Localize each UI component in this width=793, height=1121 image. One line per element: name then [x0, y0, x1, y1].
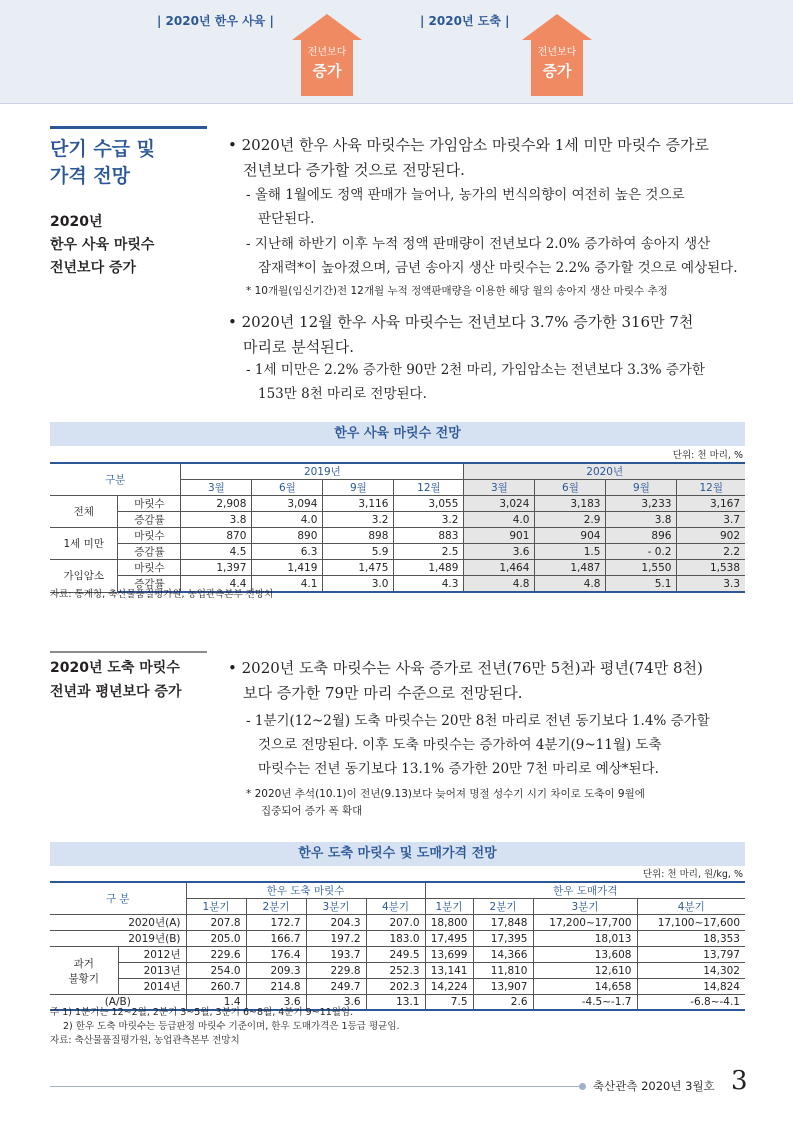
table-header-month: 3월	[181, 480, 252, 496]
table-row	[50, 528, 745, 544]
table-cell: 176.4	[246, 947, 306, 963]
row-label: 2020년(A)	[50, 915, 186, 931]
row-label: 2019년(B)	[50, 931, 186, 947]
table-cell: 13.1	[366, 995, 425, 1010]
table-cell: 252.3	[366, 963, 425, 979]
table-header-quarter: 4분기	[637, 899, 745, 915]
table-header-year: 2019년	[181, 463, 464, 480]
table-cell: 1,397	[181, 560, 252, 576]
table-cell: 207.8	[186, 915, 246, 931]
row-group-label-line: 불황기	[68, 972, 99, 985]
table-cell: 1,538	[677, 560, 745, 576]
bullet-text: 전년보다 증가할 것으로 전망된다.	[243, 161, 465, 179]
section-rule	[50, 651, 207, 653]
table-cell: 209.3	[246, 963, 306, 979]
dash-text: 것으로 전망된다. 이후 도축 마릿수는 증가하여 4분기(9~11월) 도축	[258, 737, 662, 753]
table-cell: 3.3	[677, 576, 745, 593]
bullet-text: 보다 증가한 79만 마리 수준으로 전망된다.	[243, 684, 523, 702]
publication-name: 축산관측 2020년 3월호	[593, 1079, 715, 1093]
table-cell: 896	[606, 528, 677, 544]
side-heading: 한우 사육 마릿수	[50, 237, 155, 253]
table-cell: 229.8	[306, 963, 366, 979]
table-cell: 1,487	[535, 560, 606, 576]
table-cell: 902	[677, 528, 745, 544]
table-cell: 1,489	[394, 560, 464, 576]
table-unit: 단위: 천 마리, %	[672, 450, 743, 461]
arrow-caption: 전년보다	[307, 47, 347, 58]
table-header-quarter: 2분기	[246, 899, 306, 915]
table-header-quarter: 4분기	[366, 899, 425, 915]
table-cell: 1,464	[464, 560, 535, 576]
table-header-month: 9월	[606, 480, 677, 496]
table-unit: 단위: 천 마리, 원/kg, %	[642, 869, 743, 880]
table-cell: 3.2	[323, 512, 394, 528]
side-heading: 2020년 도축 마릿수	[50, 660, 180, 676]
arrow-caption: 전년보다	[537, 47, 577, 58]
dash-text: - 올해 1월에도 정액 판매가 늘어나, 농가의 번식의향이 여전히 높은 것으로	[246, 187, 685, 203]
table-cell: 6.3	[252, 544, 323, 560]
table-row	[50, 560, 745, 576]
table-cell: 3,167	[677, 496, 745, 512]
table-row	[50, 931, 745, 947]
row-item-label: 마릿수	[118, 496, 181, 512]
table-cell: 3,094	[252, 496, 323, 512]
table-header-quarter: 3분기	[533, 899, 637, 915]
table-cell: 172.7	[246, 915, 306, 931]
table-cell: 17,495	[425, 931, 473, 947]
table-cell: 3,233	[606, 496, 677, 512]
row-item-label: 증감률	[118, 512, 181, 528]
arrow-value: 증가	[542, 62, 572, 80]
table-cell: -4.5~-1.7	[533, 995, 637, 1010]
bullet-text: • 2020년 도축 마릿수는 사육 증가로 전년(76만 5천)과 평년(74만 8천)	[228, 659, 703, 677]
row-group-label	[50, 947, 118, 995]
table-header-quarter: 3분기	[306, 899, 366, 915]
table-cell: 3.2	[394, 512, 464, 528]
table-cell: 4.0	[464, 512, 535, 528]
table-header-group-price: 한우 도매가격	[425, 882, 745, 899]
table-cell: 3.6	[306, 995, 366, 1010]
up-arrow-icon	[292, 14, 362, 96]
table-cell: 14,366	[473, 947, 533, 963]
table-row	[50, 947, 745, 963]
table-cell: 18,353	[637, 931, 745, 947]
table-cell: 229.6	[186, 947, 246, 963]
table-header-year: 2020년	[464, 463, 745, 480]
row-label: 2013년	[118, 963, 186, 979]
table-row	[50, 963, 745, 979]
header-label-slaughter: | 2020년 도축 |	[420, 14, 510, 28]
table-cell: 17,200~17,700	[533, 915, 637, 931]
side-heading: 전년보다 증가	[50, 260, 137, 276]
table-header-quarter: 1분기	[425, 899, 473, 915]
section-title: 가격 전망	[50, 165, 131, 187]
table-cell: 18,013	[533, 931, 637, 947]
table-cell: 204.3	[306, 915, 366, 931]
table-cell: 249.7	[306, 979, 366, 995]
table-cell: 166.7	[246, 931, 306, 947]
table-cell: 14,224	[425, 979, 473, 995]
row-group-label: 가임암소	[50, 560, 118, 593]
table-note: 2) 한우 도축 마릿수는 등급판정 마릿수 기준이며, 한우 도매가격은 1등급 평균임.	[63, 1021, 400, 1032]
footnote-text: * 2020년 추석(10.1)이 전년(9.13)보다 늦어져 명절 성수기 시기 차이로 도축이 9월에	[246, 788, 645, 800]
table-cell: 214.8	[246, 979, 306, 995]
table-cell: 901	[464, 528, 535, 544]
header-band	[0, 0, 793, 104]
dash-text: - 지난해 하반기 이후 누적 정액 판매량이 전년보다 2.0% 증가하여 송아지 생산	[246, 236, 711, 252]
bullet-text: • 2020년 한우 사육 마릿수는 가임암소 마릿수와 1세 미만 마릿수 증가로	[228, 136, 709, 154]
table-row	[50, 979, 745, 995]
footnote-text: * 10개월(임신기간)전 12개월 누적 정액판매량을 이용한 해당 월의 송아지 생산 마릿수 추정	[246, 285, 668, 297]
table-cell: 2.9	[535, 512, 606, 528]
table-cell: 7.5	[425, 995, 473, 1010]
table-cell: 11,810	[473, 963, 533, 979]
table-cell: 13,699	[425, 947, 473, 963]
table-cell: 14,302	[637, 963, 745, 979]
table-header-month: 12월	[677, 480, 745, 496]
dash-text: 153만 8천 마리로 전망된다.	[258, 386, 427, 402]
row-item-label: 증감률	[118, 544, 181, 560]
table-cell: 3,055	[394, 496, 464, 512]
table-cell: 2,908	[181, 496, 252, 512]
table-title: 한우 도축 마릿수 및 도매가격 전망	[50, 842, 745, 866]
table-cell: 197.2	[306, 931, 366, 947]
table-header-quarter: 1분기	[186, 899, 246, 915]
table-cell: 1,419	[252, 560, 323, 576]
row-label: (A/B)	[50, 995, 186, 1010]
row-group-label: 1세 미만	[50, 528, 118, 560]
table-cell: 13,141	[425, 963, 473, 979]
table-cell: 18,800	[425, 915, 473, 931]
dash-text: 판단된다.	[258, 211, 315, 227]
table-cell: 890	[252, 528, 323, 544]
table-cell: 14,824	[637, 979, 745, 995]
table-source: 자료: 축산물품질평가원, 농업관측본부 전망치	[50, 1035, 240, 1046]
slaughter-price-table	[50, 881, 745, 1011]
dash-text: - 1세 미만은 2.2% 증가한 90만 2천 마리, 가임암소는 전년보다 3.3% 증가한	[246, 362, 705, 378]
table-cell: 870	[181, 528, 252, 544]
table-cell: 1,550	[606, 560, 677, 576]
table-cell: 3,024	[464, 496, 535, 512]
table-cell: 883	[394, 528, 464, 544]
table-cell: 205.0	[186, 931, 246, 947]
table-cell: 898	[323, 528, 394, 544]
table-header-month: 6월	[252, 480, 323, 496]
table-cell: 904	[535, 528, 606, 544]
table-cell: 5.1	[606, 576, 677, 593]
row-label: 2014년	[118, 979, 186, 995]
table-cell: 17,395	[473, 931, 533, 947]
table-header-group: 구분	[50, 463, 181, 496]
table-cell: 207.0	[366, 915, 425, 931]
dash-text: - 1분기(12~2월) 도축 마릿수는 20만 8천 마리로 전년 동기보다 1.4% 증가할	[246, 713, 710, 729]
table-cell: 3,183	[535, 496, 606, 512]
header-label-cattle-raising: | 2020년 한우 사육 |	[157, 14, 274, 28]
section-rule	[50, 126, 207, 129]
table-source: 자료: 통계청, 축산물품질평가원, 농업관측본부 전망치	[50, 589, 274, 600]
table-cell: 2.2	[677, 544, 745, 560]
table-cell: 260.7	[186, 979, 246, 995]
table-header-month: 12월	[394, 480, 464, 496]
table-cell: 249.5	[366, 947, 425, 963]
table-cell: 202.3	[366, 979, 425, 995]
table-header-month: 9월	[323, 480, 394, 496]
row-item-label: 증감률	[118, 576, 181, 593]
table-cell: 3.7	[677, 512, 745, 528]
bullet-text: 마리로 분석된다.	[243, 338, 354, 356]
table-row	[50, 544, 745, 560]
table-cell: 1,475	[323, 560, 394, 576]
table-cell: 3.6	[464, 544, 535, 560]
table-cell: 4.5	[181, 544, 252, 560]
dash-text: 마릿수는 전년 동기보다 13.1% 증가한 20만 7천 마리로 예상*된다.	[258, 761, 659, 777]
table-cell: 13,907	[473, 979, 533, 995]
dash-text: 잠재력*이 높아졌으며, 금년 송아지 생산 마릿수는 2.2% 증가할 것으로 예상된다.	[258, 260, 738, 276]
table-cell: 4.8	[464, 576, 535, 593]
table-cell: 12,610	[533, 963, 637, 979]
table-cell: 2.6	[473, 995, 533, 1010]
side-heading: 전년과 평년보다 증가	[50, 684, 182, 700]
row-label: 2012년	[118, 947, 186, 963]
table-cell: 3.8	[181, 512, 252, 528]
table-cell: 4.4	[181, 576, 252, 593]
table-cell: 1.5	[535, 544, 606, 560]
table-row	[50, 496, 745, 512]
table-cell: 13,608	[533, 947, 637, 963]
table-cell: 3,116	[323, 496, 394, 512]
table-cell: 14,658	[533, 979, 637, 995]
table-cell: 4.0	[252, 512, 323, 528]
table-header-quarter: 2분기	[473, 899, 533, 915]
table-cell: 3.0	[323, 576, 394, 593]
row-group-label: 전체	[50, 496, 118, 528]
table-cell: 4.3	[394, 576, 464, 593]
section-title: 단기 수급 및	[50, 138, 155, 160]
page-number: 3	[731, 1066, 748, 1096]
table-note: 주 1) 1분기는 12~2월, 2분기 3~5월, 3분기 6~8월, 4분기 9~11월임.	[50, 1007, 354, 1018]
table-title: 한우 사육 마릿수 전망	[50, 422, 745, 446]
table-row	[50, 512, 745, 528]
table-cell: 17,848	[473, 915, 533, 931]
table-header-group: 구 분	[50, 882, 186, 915]
table-header-group-slaughter: 한우 도축 마릿수	[186, 882, 425, 899]
table-cell: 13,797	[637, 947, 745, 963]
footnote-text: 집중되어 증가 폭 확대	[261, 805, 363, 817]
table-header-month: 3월	[464, 480, 535, 496]
table-cell: 3.6	[246, 995, 306, 1010]
cattle-count-table	[50, 462, 745, 593]
table-cell: 1.4	[186, 995, 246, 1010]
table-cell: 254.0	[186, 963, 246, 979]
arrow-value: 증가	[312, 62, 342, 80]
table-cell: 183.0	[366, 931, 425, 947]
table-cell: 17,100~17,600	[637, 915, 745, 931]
table-cell: -6.8~-4.1	[637, 995, 745, 1010]
row-item-label: 마릿수	[118, 560, 181, 576]
table-cell: 3.8	[606, 512, 677, 528]
table-cell: - 0.2	[606, 544, 677, 560]
footer-dot	[579, 1083, 586, 1090]
bullet-text: • 2020년 12월 한우 사육 마릿수는 전년보다 3.7% 증가한 316만 7천	[228, 313, 694, 331]
table-header-month: 6월	[535, 480, 606, 496]
table-cell: 4.8	[535, 576, 606, 593]
table-cell: 2.5	[394, 544, 464, 560]
up-arrow-icon	[522, 14, 592, 96]
row-item-label: 마릿수	[118, 528, 181, 544]
table-cell: 5.9	[323, 544, 394, 560]
table-cell: 4.1	[252, 576, 323, 593]
table-row	[50, 915, 745, 931]
table-cell: 193.7	[306, 947, 366, 963]
footer-rule	[50, 1086, 580, 1087]
row-group-label-line: 과거	[73, 957, 94, 970]
side-heading: 2020년	[50, 214, 103, 230]
